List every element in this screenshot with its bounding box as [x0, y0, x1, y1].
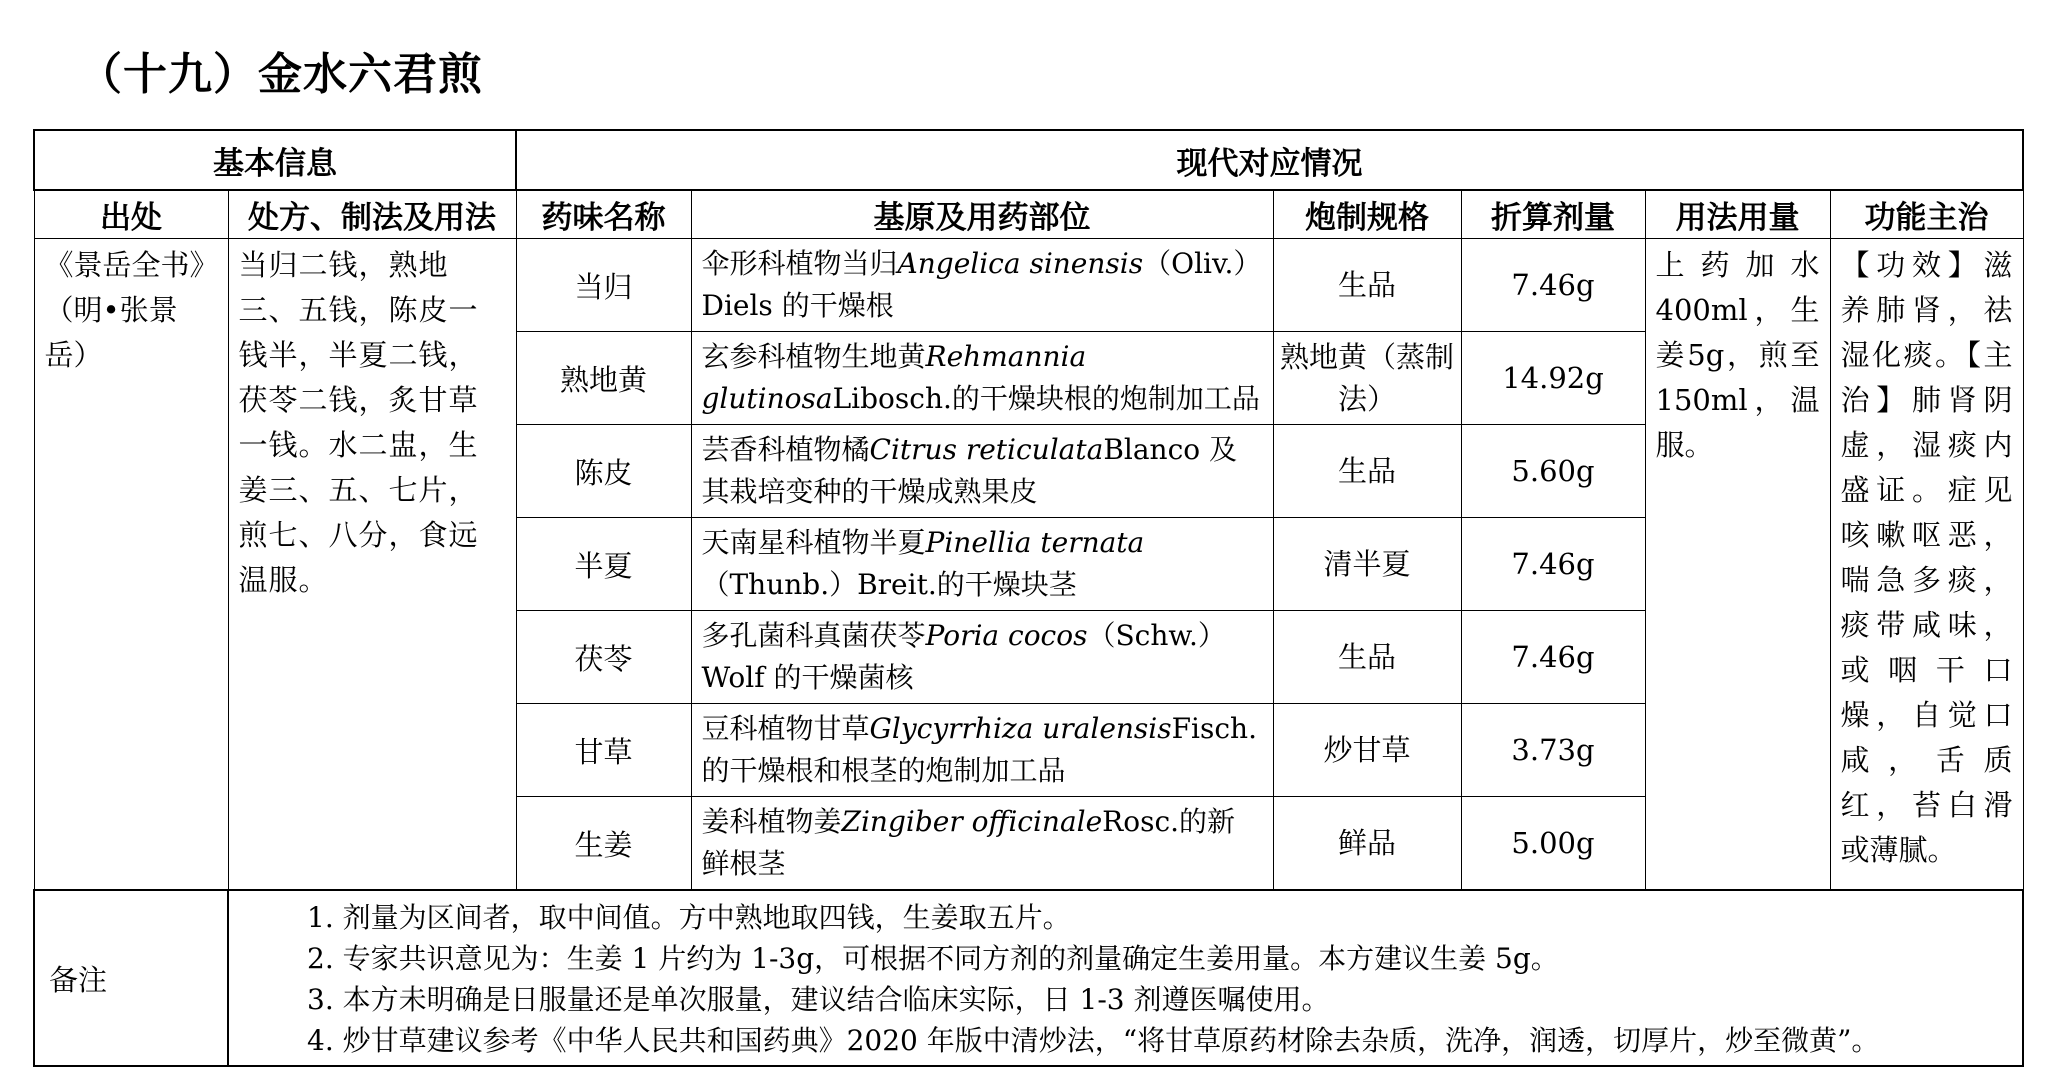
herb-basis: 豆科植物甘草Glycyrrhiza uralensisFisch.的干燥根和根茎的炮制加工品: [691, 704, 1273, 797]
notes-cell: [228, 890, 2023, 1066]
header-modern: 现代对应情况: [516, 130, 2023, 190]
header-dose: 折算剂量: [1461, 190, 1645, 239]
herb-dose: 5.00g: [1461, 797, 1645, 891]
herb-basis: 玄参科植物生地黄Rehmannia glutinosaLibosch.的干燥块根的炮制加工品: [691, 332, 1273, 425]
function-cell: 【功效】滋养肺肾，祛湿化痰。【主治】肺肾阴虚，湿痰内盛证。症见咳嗽呕恶，喘急多痰，痰带咸味，或咽干口燥，自觉口咸，舌质红，苔白滑或薄腻。: [1830, 239, 2023, 891]
herb-processing: 生品: [1273, 611, 1461, 704]
herb-name: 熟地黄: [516, 332, 691, 425]
herb-dose: 7.46g: [1461, 518, 1645, 611]
header-recipe: 处方、制法及用法: [228, 190, 516, 239]
formula-table: [33, 129, 2024, 1067]
header-herb: 药味名称: [516, 190, 691, 239]
herb-processing: 生品: [1273, 425, 1461, 518]
header-source: 出处: [34, 190, 228, 239]
herb-processing: 鲜品: [1273, 797, 1461, 891]
herb-processing: 炒甘草: [1273, 704, 1461, 797]
herb-processing: 熟地黄（蒸制法）: [1273, 332, 1461, 425]
herb-processing: 生品: [1273, 239, 1461, 332]
note-item: 1. 剂量为区间者，取中间值。方中熟地取四钱，生姜取五片。: [307, 901, 1071, 934]
note-item: 3. 本方未明确是日服量还是单次服量，建议结合临床实际，日 1-3 剂遵医嘱使用。: [307, 983, 1330, 1016]
usage-cell: 上药加水400ml，生姜5g，煎至150ml，温服。: [1645, 239, 1830, 891]
notes-label: 备注: [34, 890, 228, 1066]
herb-basis: 多孔菌科真菌茯苓Poria cocos（Schw.）Wolf 的干燥菌核: [691, 611, 1273, 704]
herb-basis: 芸香科植物橘Citrus reticulataBlanco 及其栽培变种的干燥成熟果皮: [691, 425, 1273, 518]
header-basis: 基原及用药部位: [691, 190, 1273, 239]
header-usage: 用法用量: [1645, 190, 1830, 239]
herb-name: 生姜: [516, 797, 691, 891]
herb-dose: 5.60g: [1461, 425, 1645, 518]
herb-dose: 14.92g: [1461, 332, 1645, 425]
herb-dose: 3.73g: [1461, 704, 1645, 797]
herb-name: 茯苓: [516, 611, 691, 704]
herb-name: 当归: [516, 239, 691, 332]
header-processing: 炮制规格: [1273, 190, 1461, 239]
herb-dose: 7.46g: [1461, 611, 1645, 704]
header-basic-info: 基本信息: [34, 130, 516, 190]
herb-basis: 姜科植物姜Zingiber officinaleRosc.的新鲜根茎: [691, 797, 1273, 891]
note-item: 2. 专家共识意见为：生姜 1 片约为 1-3g，可根据不同方剂的剂量确定生姜用量。本方建议生姜 5g。: [307, 942, 1559, 975]
page-title: （十九）金水六君煎: [78, 49, 483, 100]
herb-name: 半夏: [516, 518, 691, 611]
recipe-cell: 当归二钱，熟地三、五钱，陈皮一钱半，半夏二钱，茯苓二钱，炙甘草一钱。水二盅，生姜三、五、七片，煎七、八分，食远温服。: [228, 239, 516, 891]
herb-basis: 天南星科植物半夏Pinellia ternata（Thunb.）Breit.的干燥块茎: [691, 518, 1273, 611]
note-item: 4. 炒甘草建议参考《中华人民共和国药典》2020 年版中清炒法，“将甘草原药材除去杂质，洗净，润透，切厚片，炒至微黄”。: [307, 1024, 1880, 1057]
herb-name: 甘草: [516, 704, 691, 797]
herb-basis: 伞形科植物当归Angelica sinensis（Oliv.）Diels 的干燥根: [691, 239, 1273, 332]
herb-name: 陈皮: [516, 425, 691, 518]
source-cell: 《景岳全书》（明•张景岳）: [34, 239, 228, 891]
herb-processing: 清半夏: [1273, 518, 1461, 611]
table-row: [34, 239, 2023, 332]
herb-dose: 7.46g: [1461, 239, 1645, 332]
header-function: 功能主治: [1830, 190, 2023, 239]
